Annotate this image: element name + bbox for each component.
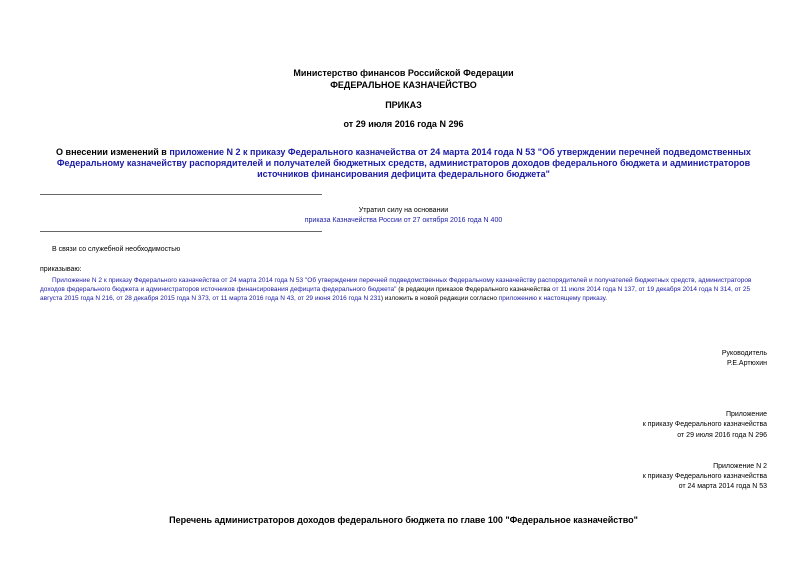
appendix-link[interactable]: приложению к настоящему приказу bbox=[498, 295, 606, 302]
lost-force-link[interactable]: приказа Казначейства России от 27 октября 2016 года N 400 bbox=[304, 217, 503, 224]
title-prefix: О внесении изменений в bbox=[56, 147, 170, 157]
appendix2-title: Приложение N 2 bbox=[713, 463, 767, 470]
signature-role: Руководитель bbox=[721, 350, 767, 357]
lost-force-label: Утратил силу на основании bbox=[358, 207, 449, 214]
title-line-2[interactable]: Федеральному казначейству распорядителей и получателей бюджетных средств, администраторов доходов федерального бюджета и администраторов bbox=[56, 158, 751, 168]
amendments-links[interactable]: от 11 июля 2014 года N 137, от 19 декабря 2014 года N 314, от 25 августа 2015 года N 216, от 28 декабря 2015 года N 373, от 11 марта 2016 года N 43, от 29 июня 2016 года N 231 bbox=[40, 286, 751, 302]
list-title: Перечень администраторов доходов федерального бюджета по главе 100 "Федеральное казначейство" bbox=[169, 515, 638, 525]
appendix2-line-2: от 24 марта 2014 года N 53 bbox=[678, 483, 767, 490]
doc-type: ПРИКАЗ bbox=[385, 100, 422, 110]
paragraph-mid-1: (в редакции приказов Федерального казначейства bbox=[396, 286, 553, 293]
appendix-title: Приложение bbox=[725, 411, 767, 418]
title-line-1 bbox=[0, 147, 807, 158]
appendix-line-2: от 29 июля 2016 года N 296 bbox=[677, 432, 767, 439]
title-link[interactable]: приложение N 2 к приказу Федерального казначейства от 24 марта 2014 года N 53 "Об утверждении перечней подведомственных bbox=[169, 147, 751, 157]
paragraph-mid-2: ) изложить в новой редакции согласно bbox=[380, 295, 499, 302]
divider-bottom bbox=[40, 231, 322, 232]
agency-name: ФЕДЕРАЛЬНОЕ КАЗНАЧЕЙСТВО bbox=[330, 80, 477, 90]
doc-date-number: от 29 июля 2016 года N 296 bbox=[343, 119, 464, 129]
appendix2-line-1: к приказу Федерального казначейства bbox=[642, 473, 767, 480]
appendix-line-1: к приказу Федерального казначейства bbox=[642, 421, 767, 428]
intro-text: В связи со служебной необходимостью bbox=[52, 246, 181, 253]
paragraph-link[interactable]: Приложение N 2 к приказу Федерального казначейства от 24 марта 2014 года N 53 "Об утверждении перечней подведомственных Федеральному казначейству распорядителей и получателей бюджетных средств, администраторов доходов федерального бюджета и администраторов источников финансирования дефицита федерального бюджета" bbox=[40, 277, 752, 293]
paragraph-end: . bbox=[605, 295, 608, 302]
order-paragraph bbox=[40, 276, 770, 303]
order-word: приказываю: bbox=[40, 266, 82, 273]
title-line-3[interactable]: источников финансирования дефицита федерального бюджета" bbox=[257, 169, 550, 179]
signature-name: Р.Е.Артюхин bbox=[727, 360, 767, 367]
doc-title bbox=[0, 147, 807, 180]
divider-top bbox=[40, 194, 322, 195]
ministry-name: Министерство финансов Российской Федерации bbox=[293, 68, 514, 78]
